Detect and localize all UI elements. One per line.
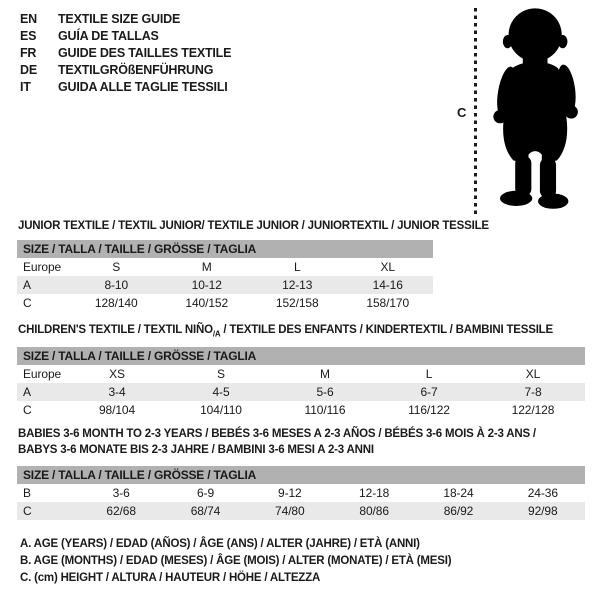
section-title-children-pre: CHILDREN'S TEXTILE / TEXTIL NIÑO bbox=[18, 324, 213, 336]
size-cell: 24-36 bbox=[527, 486, 558, 500]
language-title: GUÍA DE TALLAS bbox=[58, 29, 159, 43]
row-label: Europe bbox=[23, 260, 62, 274]
language-title: GUIDA ALLE TAGLIE TESSILI bbox=[58, 80, 228, 94]
section-title-babies-line1: BABIES 3-6 MONTH TO 2-3 YEARS / BEBÉS 3-6 MESES A 2-3 AÑOS / BÉBÉS 3-6 MOIS À 2-3 ANS / bbox=[18, 428, 536, 440]
size-cell: 128/140 bbox=[94, 296, 138, 310]
size-cell: 7-8 bbox=[524, 385, 542, 399]
row-label: B bbox=[23, 486, 31, 500]
footnote-legend bbox=[20, 536, 451, 587]
language-row bbox=[20, 79, 231, 96]
table-size-header: SIZE / TALLA / TAILLE / GRÖSSE / TAGLIA bbox=[17, 466, 585, 484]
height-measure-line bbox=[474, 8, 477, 214]
size-cell: 5-6 bbox=[316, 385, 334, 399]
footnote-b: B. AGE (MONTHS) / EDAD (MESES) / ÂGE (MOIS) / ALTER (MONATE) / ETÀ (MESI) bbox=[20, 555, 452, 567]
section-title-babies bbox=[18, 426, 536, 458]
row-label: A bbox=[23, 278, 31, 292]
footnote-c: C. (cm) HEIGHT / ALTURA / HAUTEUR / HÖHE / ALTEZZA bbox=[20, 572, 321, 584]
language-title: TEXTILGRÖßENFÜHRUNG bbox=[58, 63, 214, 77]
table-size-header: SIZE / TALLA / TAILLE / GRÖSSE / TAGLIA bbox=[17, 347, 585, 365]
table-row-age-months bbox=[17, 484, 585, 502]
language-row bbox=[20, 28, 231, 45]
size-cell: 74/80 bbox=[275, 504, 305, 518]
size-cell: 110/116 bbox=[304, 403, 346, 417]
size-cell: 140/152 bbox=[185, 296, 229, 310]
size-cell: 6-7 bbox=[420, 385, 438, 399]
size-cell: 122/128 bbox=[511, 403, 555, 417]
section-title-children-post: / TEXTILE DES ENFANTS / KINDERTEXTIL / BAMBINI TESSILE bbox=[220, 324, 553, 336]
section-title-children bbox=[18, 322, 553, 342]
table-row-height bbox=[17, 294, 433, 312]
height-label-c: C bbox=[457, 105, 467, 120]
table-row-europe bbox=[17, 365, 585, 383]
size-cell: 98/104 bbox=[98, 403, 136, 417]
size-cell: L bbox=[425, 367, 433, 381]
size-cell: 4-5 bbox=[212, 385, 230, 399]
row-label: A bbox=[23, 385, 31, 399]
language-code: ES bbox=[20, 29, 37, 43]
size-cell: M bbox=[320, 367, 330, 381]
row-label: C bbox=[23, 403, 32, 417]
size-cell: 12-18 bbox=[359, 486, 390, 500]
size-cell: 80/86 bbox=[359, 504, 389, 518]
section-title-children-sub: /A bbox=[212, 329, 221, 339]
language-title: GUIDE DES TAILLES TEXTILE bbox=[58, 46, 232, 60]
table-size-header: SIZE / TALLA / TAILLE / GRÖSSE / TAGLIA bbox=[17, 240, 433, 258]
size-cell: XL bbox=[380, 260, 395, 274]
size-table-junior bbox=[17, 240, 433, 312]
size-cell: L bbox=[293, 260, 301, 274]
size-cell: 3-4 bbox=[108, 385, 126, 399]
table-row-age bbox=[17, 383, 585, 401]
size-cell: 116/122 bbox=[408, 403, 450, 417]
size-cell: S bbox=[217, 367, 225, 381]
size-cell: XL bbox=[525, 367, 541, 381]
size-cell: 104/110 bbox=[200, 403, 242, 417]
size-cell: 6-9 bbox=[196, 486, 215, 500]
language-code: EN bbox=[20, 12, 37, 26]
size-table-children bbox=[17, 347, 585, 419]
row-label: Europe bbox=[23, 367, 62, 381]
language-code: DE bbox=[20, 63, 37, 77]
size-cell: 9-12 bbox=[278, 486, 302, 500]
size-cell: 18-24 bbox=[443, 486, 474, 500]
size-cell: 8-10 bbox=[104, 278, 129, 292]
size-cell: M bbox=[201, 260, 212, 274]
row-label: C bbox=[23, 504, 32, 518]
section-title-junior: JUNIOR TEXTILE / TEXTIL JUNIOR/ TEXTILE JUNIOR / JUNIORTEXTIL / JUNIOR TESSILE bbox=[18, 220, 489, 232]
section-title-babies-line2: BABYS 3-6 MONATE BIS 2-3 JAHRE / BAMBINI 3-6 MESI A 2-3 ANNI bbox=[18, 444, 374, 456]
table-row-height bbox=[17, 401, 585, 419]
size-table-babies bbox=[17, 466, 585, 520]
language-row bbox=[20, 62, 231, 79]
language-code: IT bbox=[20, 80, 31, 94]
language-row bbox=[20, 11, 231, 28]
table-row-age bbox=[17, 276, 433, 294]
size-cell: 3-6 bbox=[112, 486, 130, 500]
language-row bbox=[20, 45, 231, 62]
language-title: TEXTILE SIZE GUIDE bbox=[58, 12, 181, 26]
size-cell: 92/98 bbox=[528, 504, 558, 518]
footnote-a: A. AGE (YEARS) / EDAD (AÑOS) / ÂGE (ANS) / ALTER (JAHRE) / ETÀ (ANNI) bbox=[20, 538, 420, 550]
language-title-list bbox=[20, 11, 231, 96]
size-cell: 62/68 bbox=[106, 504, 136, 518]
language-code: FR bbox=[20, 46, 37, 60]
size-cell: 158/170 bbox=[366, 296, 410, 310]
table-row-height bbox=[17, 502, 585, 520]
size-cell: 10-12 bbox=[191, 278, 222, 292]
size-cell: S bbox=[112, 260, 121, 274]
size-cell: 12-13 bbox=[282, 278, 313, 292]
size-cell: 152/158 bbox=[275, 296, 319, 310]
table-row-europe bbox=[17, 258, 433, 276]
size-cell: 86/92 bbox=[443, 504, 474, 518]
size-cell: XS bbox=[109, 367, 125, 381]
size-cell: 68/74 bbox=[190, 504, 221, 518]
size-cell: 14-16 bbox=[372, 278, 403, 292]
baby-silhouette-icon bbox=[481, 4, 595, 216]
row-label: C bbox=[23, 296, 32, 310]
